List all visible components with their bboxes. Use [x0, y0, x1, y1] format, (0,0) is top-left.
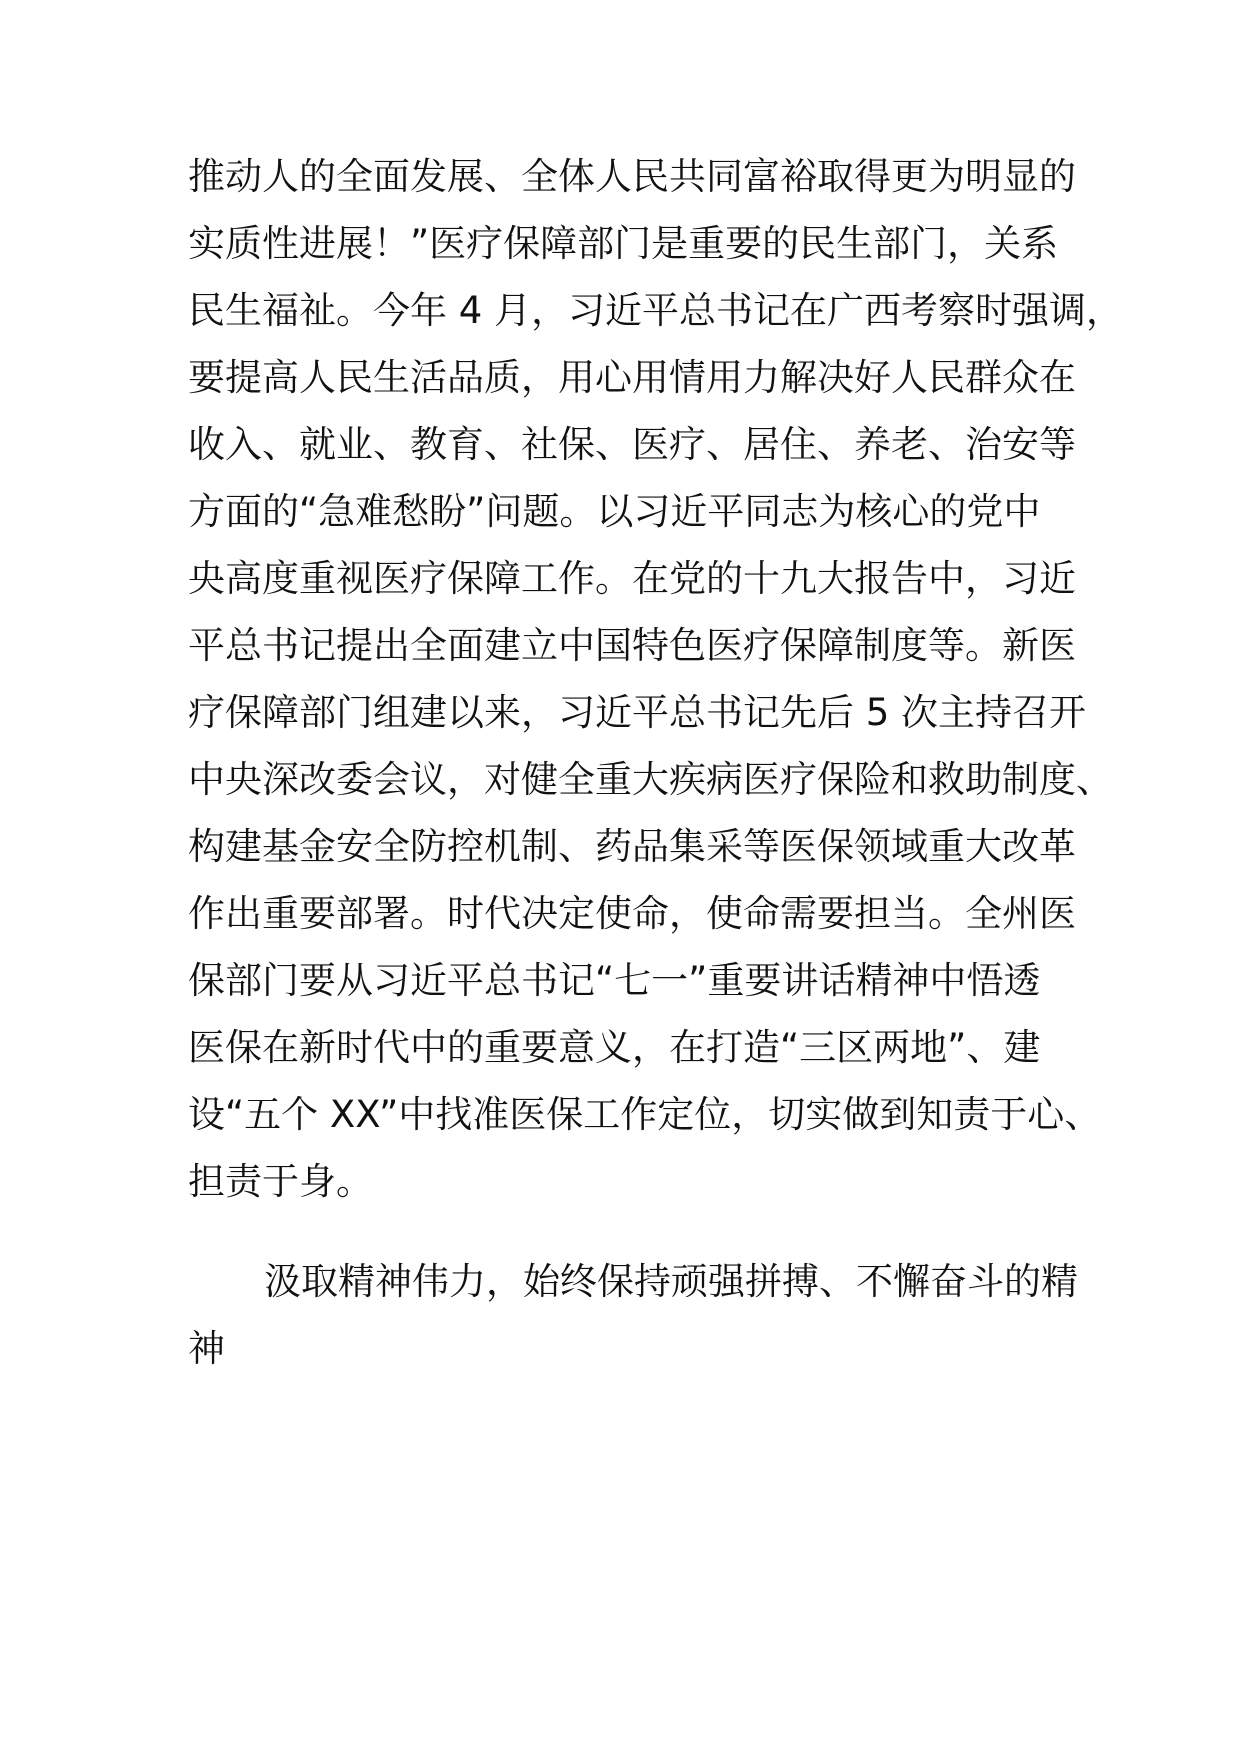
text-line: 实质性进展！”医疗保障部门是重要的民生部门，关系 — [188, 222, 1059, 265]
text-line: 中央深改委会议，对健全重大疾病医疗保险和救助制度、 — [188, 758, 1113, 801]
text-line: 收入、就业、教育、社保、医疗、居住、养老、治安等 — [188, 423, 1076, 466]
text-line: 保部门要从习近平总书记“七一”重要讲话精神中悟透 — [188, 959, 1041, 1002]
text-line: 疗保障部门组建以来，习近平总书记先后 5 次主持召开 — [188, 691, 1087, 734]
text-line: 作出重要部署。时代决定使命，使命需要担当。全州医 — [188, 892, 1076, 935]
text-line: 要提高人民生活品质，用心用情用力解决好人民群众在 — [188, 356, 1076, 399]
text-line: 推动人的全面发展、全体人民共同富裕取得更为明显的 — [188, 155, 1076, 198]
text-line: 构建基金安全防控机制、药品集采等医保领域重大改革 — [188, 825, 1076, 868]
text-line: 设“五个 XX”中找准医保工作定位，切实做到知责于心、 — [188, 1093, 1102, 1136]
text-line: 央高度重视医疗保障工作。在党的十九大报告中，习近 — [188, 557, 1076, 600]
text-line: 平总书记提出全面建立中国特色医疗保障制度等。新医 — [188, 624, 1076, 667]
text-line: 民生福祉。今年 4 月，习近平总书记在广西考察时强调， — [188, 289, 1124, 332]
text-line: 方面的“急难愁盼”问题。以习近平同志为核心的党中 — [188, 490, 1041, 533]
text-line: 担责于身。 — [188, 1160, 373, 1203]
heading-line: 汲取精神伟力，始终保持顽强拼搏、不懈奋斗的精 — [264, 1260, 1078, 1303]
text-line: 医保在新时代中的重要意义，在打造“三区两地”、建 — [188, 1026, 1041, 1069]
heading-line: 神 — [188, 1327, 225, 1370]
